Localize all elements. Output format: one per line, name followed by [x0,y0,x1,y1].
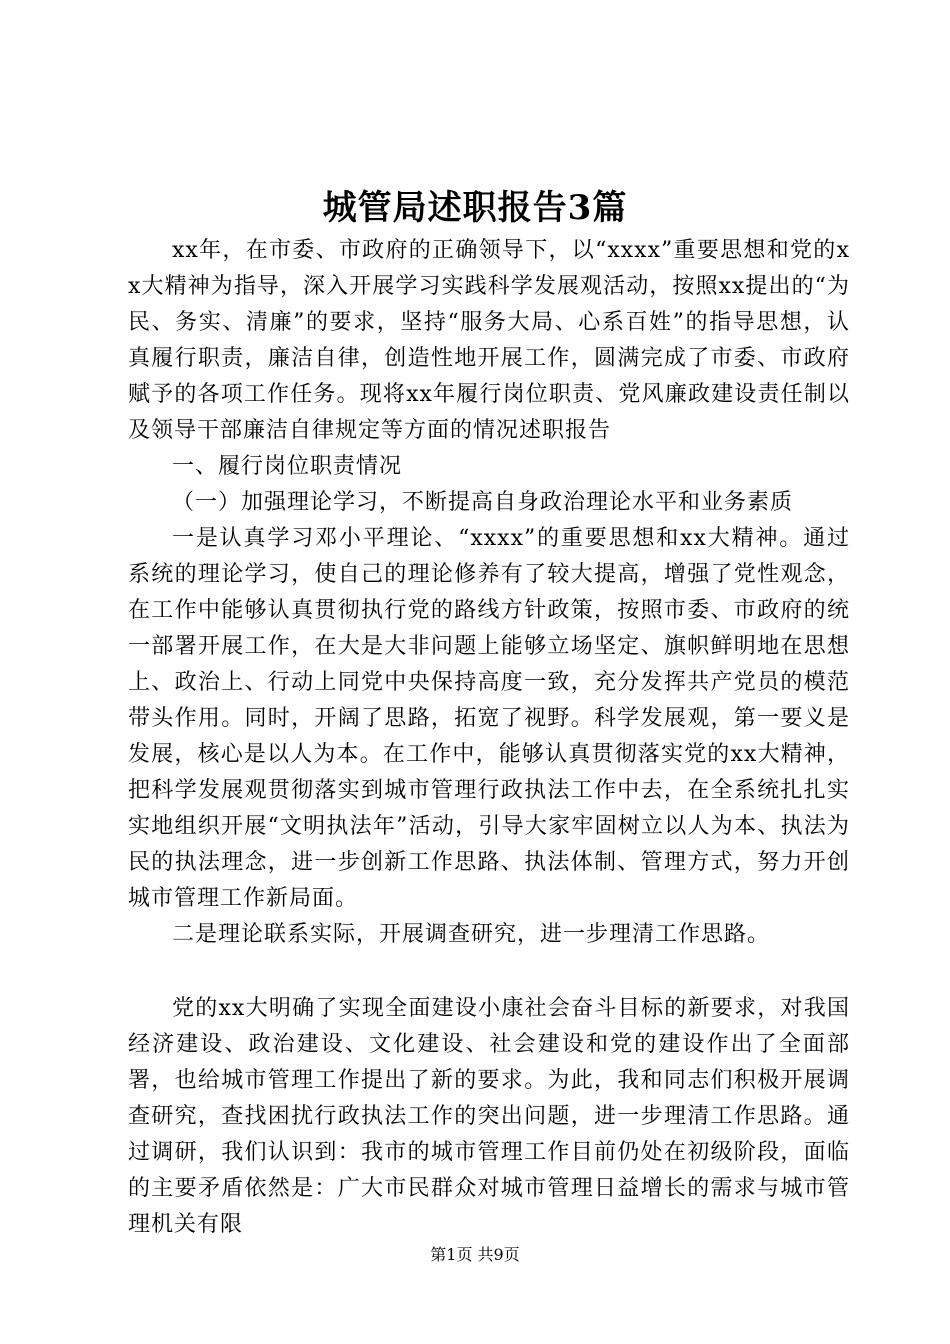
document-body [128,233,850,1243]
section-heading-1: 一、履行岗位职责情况 [172,454,403,479]
paragraph-research: 党的xx大明确了实现全面建设小康社会奋斗目标的新要求，对我国经济建设、政治建设、文化建设、社会建设和党的建设作出了全面部署，也给城市管理工作提出了新的要求。为此，我和同志们积极开展调查研究，查找困扰行政执法工作的突出问题，进一步理清工作思路。通过调研，我们认识到：我市的城市管理工作目前仍处在初级阶段，面临的主要矛盾依然是：广大市民群众对城市管理日益增长的需求与城市管理机关有限 [128,996,850,1237]
paragraph-point-two: 二是理论联系实际，开展调查研究，进一步理清工作思路。 [172,922,771,947]
page-footer: 第1页 共9页 [430,1245,520,1264]
document-title: 城管局述职报告3篇 [322,188,628,228]
subsection-heading-1: （一）加强理论学习，不断提高自身政治理论水平和业务素质 [172,490,794,515]
paragraph-intro: xx年，在市委、市政府的正确领导下，以“xxxx”重要思想和党的xx大精神为指导，深入开展学习实践科学发展观活动，按照xx提出的“为民、务实、清廉”的要求，坚持“服务大局、心系百姓”的指导思想，认真履行职责，廉洁自律，创造性地开展工作，圆满完成了市委、市政府赋予的各项工作任务。现将xx年履行岗位职责、党风廉政建设责任制以及领导干部廉洁自律规定等方面的情况述职报告 [128,238,850,443]
paragraph-theory-study: 一是认真学习邓小平理论、“xxxx”的重要思想和xx大精神。通过系统的理论学习，使自己的理论修养有了较大提高，增强了党性观念，在工作中能够认真贯彻执行党的路线方针政策，按照市委、市政府的统一部署开展工作，在大是大非问题上能够立场坚定、旗帜鲜明地在思想上、政治上、行动上同党中央保持高度一致，充分发挥共产党员的模范带头作用。同时，开阔了思路，拓宽了视野。科学发展观，第一要义是发展，核心是以人为本。在工作中，能够认真贯彻落实党的xx大精神，把科学发展观贯彻落实到城市管理行政执法工作中去，在全系统扎扎实实地组织开展“文明执法年”活动，引导大家牢固树立以人为本、执法为民的执法理念，进一步创新工作思路、执法体制、管理方式，努力开创城市管理工作新局面。 [128,526,850,911]
